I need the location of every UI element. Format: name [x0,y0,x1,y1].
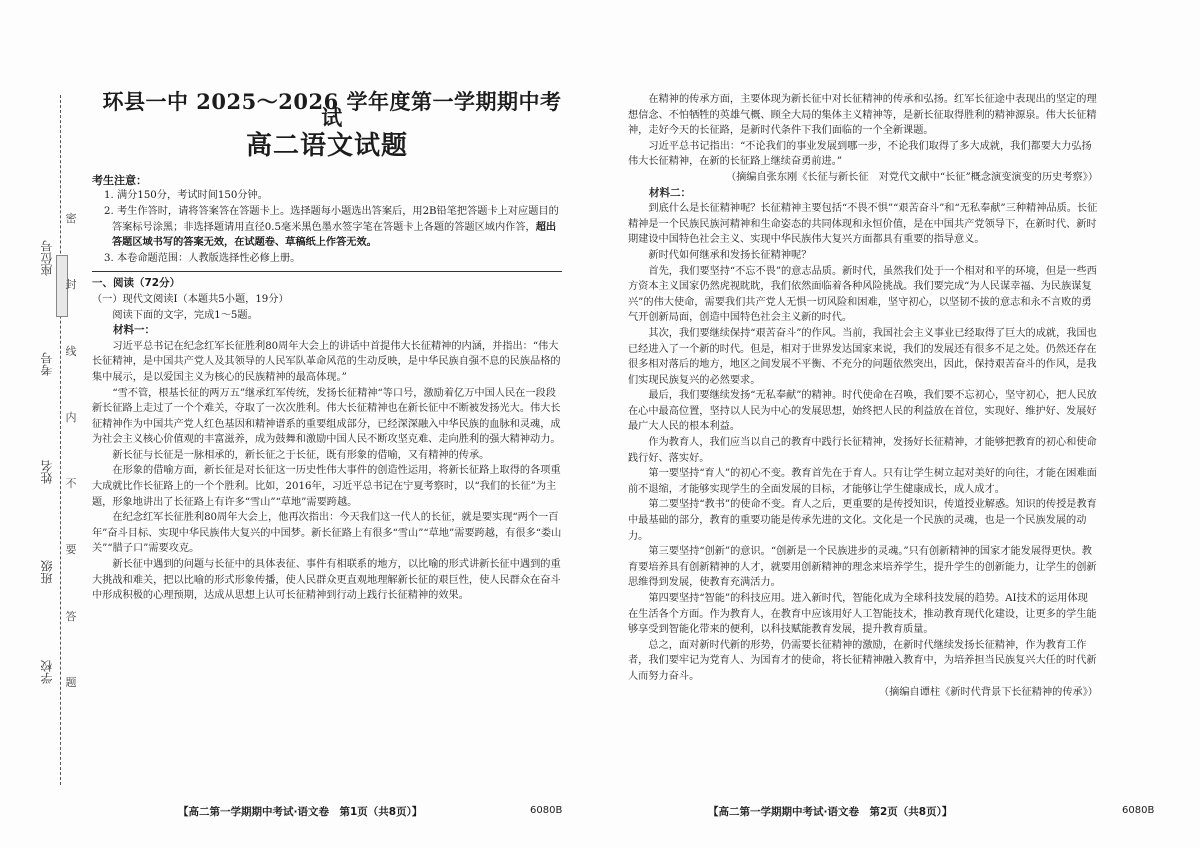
notice-item [92,204,562,251]
paragraph: 在纪念红军长征胜利80周年大会上，他再次指出：今天我们这一代人的长征，就是要实现“两个一百年”奋斗目标、实现中华民族伟大复兴的中国梦。新长征路上有很多“雪山”“草地”需要跨越，有很多“娄山关”“腊子口”需要攻克。 [92,512,562,555]
paragraph: 总之，面对新时代新的形势，仍需要长征精神的激励，在新时代继续发扬长征精神，作为教育工作者，我们要牢记为党育人、为国育才的使命，将长征精神融入教育中，为培养担当民族复兴大任的时代新人而努力奋斗。 [628,639,1097,682]
paragraph: 最后，我们要继续发扬“无私奉献”的精神。时代使命在召唤，我们要不忘初心，坚守初心，把人民放在心中最高位置，坚持以人民为中心的发展思想，始终把人民的利益放在首位，实现好、维护好、发展好最广大人民的根本利益。 [628,390,1097,433]
seal-word: 线 [65,344,77,358]
page-one-code: 6080B [530,805,563,816]
notice-item: 3. 本卷命题范围：人教版选择性必修上册。 [104,252,301,264]
paragraph: 习近平总书记指出：“不论我们的事业发展到哪一步，不论我们取得了多大成就，我们都要大力弘扬伟大长征精神，在新的长征路上继续奋勇前进。” [628,140,1092,168]
seal-line [60,95,61,785]
exam-number-label: 考号 [40,352,54,376]
name-label: 姓名 [40,460,54,484]
paragraph: 到底什么是长征精神呢？长征精神主要包括“不畏不惧”“艰苦奋斗”和“无私奉献”三种精神品质。长征精神是一个民族民族河精神和生命姿态的共同体现和永恒价值，是在中国共产党领导下，在新时代、新时期建设中国特色社会主义、实现中华民族伟大复兴方面都具有重要的指导意义。 [628,203,1098,246]
divider [92,271,562,272]
paragraph: 新长征与长征是一脉相承的，新长征之于长征，既有形象的借喻，又有精神的传承。 [112,449,490,461]
seal-word: 答 [65,609,77,623]
paragraph: 在精神的传承方面，主要体现为新长征中对长征精神的传承和弘扬。红军长征途中表现出的坚定的理想信念、不怕牺牲的英雄气概、顾全大局的集体主义精神等，是新长征取得胜利的精神源泉。伟大长征精神，走好今天的长征路，是新时代条件下我们面临的一个全新课题。 [628,94,1097,137]
material-label: 材料一： [113,324,155,337]
instruction: 阅读下面的文字，完成1～5题。 [112,309,258,321]
seal-notice [64,210,78,690]
seal-word: 内 [65,410,77,424]
page-one [92,88,562,788]
seal-word: 题 [65,675,77,689]
seat-number-label: 座位号 [40,240,54,276]
seal-word: 要 [65,543,77,557]
seal-word: 封 [65,278,77,292]
notice-text: 2. 考生作答时，请将答案答在答题卡上。选择题每小题选出答案后，用2B铅笔把答题卡上对应题目的答案标号涂黑；非选择题请用直径0.5毫米黑色墨水签字笔在答题卡上各题的答题区域内作答， [104,205,559,233]
notice-heading: 考生注意： [92,173,147,187]
paragraph: 第一要坚持“育人”的初心不变。教育首先在于育人。只有让学生树立起对美好的向往，才能在困难面前不退缩，才能够实现学生的全面发展的目标，才能够让学生健康成长，成人成才。 [628,468,1097,495]
subject-title: 高二语文试题 [245,131,408,162]
notice-item: 1. 满分150分，考试时间150分钟。 [104,190,268,202]
paragraph: 其次，我们要继续保持“艰苦奋斗”的作风。当前，我国社会主义事业已经取得了巨大的成就，我国也已经进入了一个新的时代。但是，相对于世界发达国家来说，我们的发展还有很多不足之处。仍然还存在很多相对落后的地方，地区之间发展不平衡、不充分的问题依然突出，因此，保持艰苦奋斗的作风，是我们实现民族复兴的必然要求。 [628,327,1097,386]
source-citation: （摘编自张东刚《长征与新长征 对党代文献中“长征”概念演变演变的历史考察》） [725,171,1098,183]
page-two [628,92,1098,792]
paragraph: 第三要坚持“创新”的意识。“创新是一个民族进步的灵魂。”只有创新精神的国家才能发展得更快。教育要培养具有创新精神的人才，就要用创新精神的理念来培养学生，提升学生的创新能力，让学生的创新思维得到发展，使教育充满活力。 [628,546,1097,589]
notice-emphasis: 超出答题区域书写的答案无效，在试题卷、草稿纸上作答无效。 [112,220,557,249]
paragraph: 作为教育人，我们应当以自己的教育中践行长征精神，发扬好长征精神，才能够把教育的初心和使命践行好、落实好。 [628,437,1097,464]
paragraph: 新时代如何继承和发扬长征精神呢？ [648,249,812,261]
paragraph: 新长征中遇到的问题与长征中的具体表征、事件有相联系的地方，以比喻的形式讲新长征中遇到的重大挑战和难关，把以比喻的形式形象传播，使人民群众更直观地理解新长征的艰巨性，使人民群众在奋斗中形成积极的心理预期，达成从思想上认可长征精神到行动上践行长征精神的效果。 [92,559,561,602]
paragraph: 习近平总书记在纪念红军长征胜利80周年大会上的讲话中首提伟大长征精神的内涵，并指出：“伟大长征精神，是中国共产党人及其领导的人民军队革命风范的生动反映，是中华民族自强不息的民族品格的集中展示，是以爱国主义为核心的民族精神的最高体现。” [92,340,561,383]
paragraph: 首先，我们要坚持“不忘不畏”的意志品质。新时代，虽然我们处于一个相对和平的环境，但是一些西方资本主义国家仍然虎视眈眈，我们依然面临着各种风险挑战。我们要完成“为人民谋幸福、为民族谋复兴”的伟大使命，需要我们共产党人无惧一切风险和困难，坚守初心，以坚韧不拔的意志和永不言败的勇气开创新局面，创造中国特色社会主义新的时代。 [628,265,1097,324]
paragraph: 在形象的借喻方面，新长征是对长征这一历史性伟大事件的创造性运用，将新长征路上取得的各项重大成就比作长征路上的一个个胜利。比如，2016年，习近平总书记在宁夏考察时，以“我们的长征”为主题，形象地讲出了长征路上有许多“雪山”“草地”需要跨越。 [92,465,561,508]
school-label: 学校 [40,660,54,684]
section-heading: 一、阅读（72分） [92,277,181,290]
page-two-footer: 【高二第一学期期中考试·语文卷 第2页（共8页）】 [708,806,953,818]
paragraph: “雪不管，根基长征的两万五”继承红军传统，发扬长征精神“等口号，激励着亿万中国人民在一段段新长征路上走过了一个个难关，夺取了一次次胜利。伟大长征精神也在新长征中不断被发扬光大。伟大长征精神作为中国共产党人红色基因和精神谱系的重要组成部分，已经深深融入中华民族的血脉和灵魂，成为社会主义核心价值观的丰富滋养，成为鼓舞和激励中国人民不断攻坚克难、走向胜利的强大精神动力。 [92,387,561,446]
paragraph: 第四要坚持“智能”的科技应用。进入新时代，智能化成为全球科技发展的趋势。AI技术的运用体现在生活各个方面。作为教育人，在教育中应该用好人工智能技术，推动教育现代化建设，让更多的学生能够享受到智能化带来的便利，以科技赋能教育发展，提升教育质量。 [628,593,1097,636]
material-label: 材料二： [649,186,691,199]
source-citation: （摘编自谭柱《新时代背景下长征精神的传承》） [878,686,1098,698]
class-label: 班级 [40,560,54,584]
seal-word: 不 [65,477,77,491]
page-two-code: 6080B [1122,805,1155,816]
seal-word: 密 [65,212,77,225]
page-one-footer: 【高二第一学期期中考试·语文卷 第1页（共8页）】 [178,806,423,818]
exam-title: 环县一中 2025～2026 学年度第一学期期中考试 [102,89,562,130]
paragraph: 第二要坚持“教书”的使命不变。育人之后，更重要的是传授知识，传道授业解惑。知识的传授是教育中最基础的部分，教育的重要功能是传承先进的文化。文化是一个民族的灵魂，也是一个民族发展的动力。 [628,499,1097,542]
subsection-heading: （一）现代文阅读Ⅰ（本题共5小题，19分） [92,293,289,305]
